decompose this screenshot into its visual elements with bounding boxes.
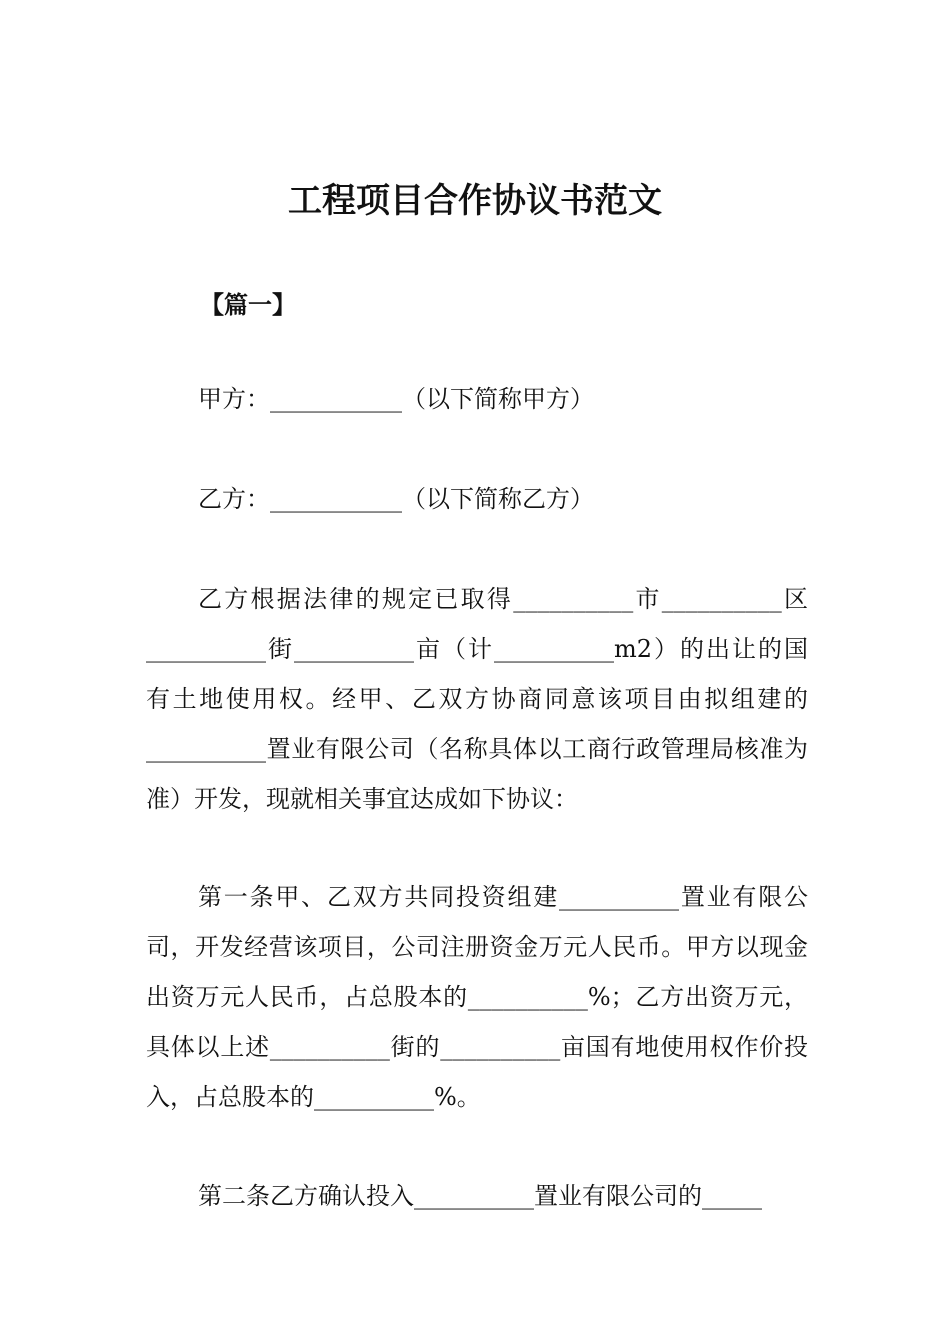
document-title: 工程项目合作协议书范文 [288, 181, 662, 221]
party-b-line: 乙方：___________（以下简称乙方） [198, 485, 594, 513]
party-a-line: 甲方：___________（以下简称甲方） [198, 385, 594, 413]
paragraph-article-1: 第一条甲、乙双方共同投资组建__________置业有限公司，开发经营该项目，公司注册资金万元人民币。甲方以现金出资万元人民币，占总股本的__________%；乙方出资万元，具体以上述__________街的__________亩国有地使用权作价投入，占总股本的__________%。 [146, 883, 808, 1111]
paragraph-article-2: 第二条乙方确认投入__________置业有限公司的_____ [198, 1182, 762, 1210]
section-label: 【篇一】 [200, 291, 296, 319]
paragraph-intro: 乙方根据法律的规定已取得__________市__________区__________街__________亩（计__________m2）的出让的国有土地使用权。经甲、乙双方协商同意该项目由拟组建的__________置业有限公司（名称具体以工商行政管理局核准为准）开发，现就相关事宜达成如下协议： [146, 585, 808, 813]
